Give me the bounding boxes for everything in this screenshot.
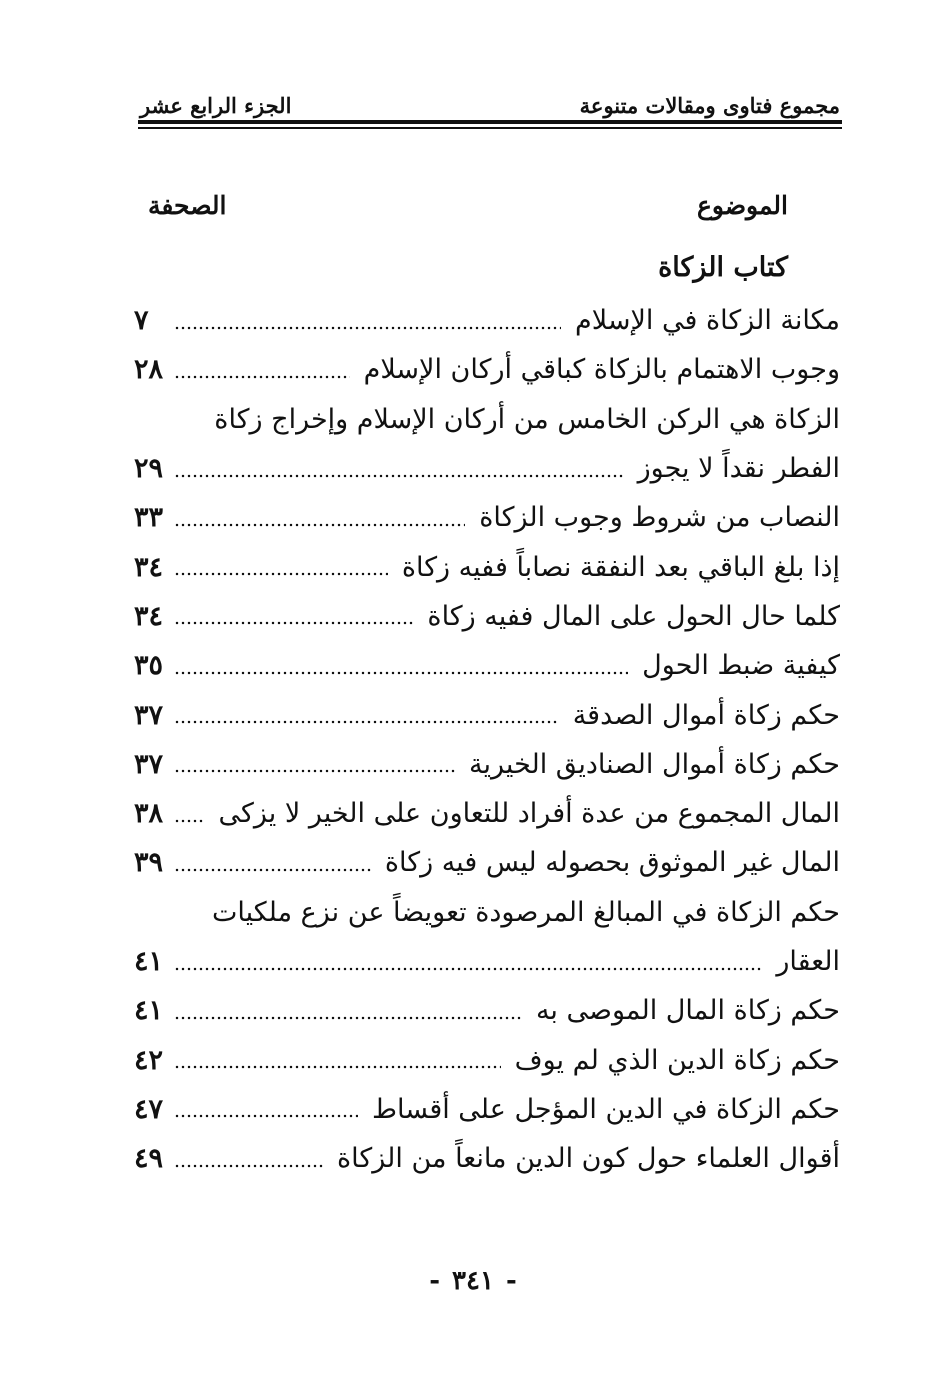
page-column-heading: الصحفة [148,191,227,220]
running-head [140,86,840,118]
toc-entry-text: حكم الزكاة في الدين المؤجل على أقساط [372,1093,840,1125]
dot-leader [174,522,465,528]
toc-entry-page: ٤٩ [134,1143,164,1175]
toc-entry [134,937,840,986]
toc-entry-page: ٢٩ [134,453,164,485]
dot-leader [174,966,762,972]
dot-leader [174,670,628,676]
dot-leader [174,620,413,626]
dot-leader [174,1015,522,1021]
column-headings [148,178,788,220]
toc-entry [134,986,840,1035]
toc-entry-text: حكم زكاة أموال الصدقة [572,699,840,731]
toc-entry-page: ٤٧ [134,1093,164,1125]
toc-entry-page: ٣٨ [134,798,164,830]
toc-entry-page: ٤٢ [134,1044,164,1076]
dot-leader [174,374,350,380]
folio-number: ٣٤١ [452,1266,494,1296]
toc-entry-page: ٣٣ [134,502,164,534]
toc-entry-page: ٣٧ [134,748,164,780]
toc-entry-text: كيفية ضبط الحول [642,650,840,682]
toc-entry [134,1085,840,1134]
page-number: -٣٤١- [429,1266,517,1296]
toc-entry [134,493,840,542]
toc-entry [134,345,840,394]
toc-entry [134,789,840,838]
toc-entry-text: إذا بلغ الباقي بعد النفقة نصاباً ففيه زكاة [401,551,840,583]
toc-entry-page: ٣٤ [134,551,164,583]
toc-entry [134,592,840,641]
toc-entry-page: ٤١ [134,995,164,1027]
toc-entry [134,888,840,937]
toc-entry-text: وجوب الاهتمام بالزكاة كباقي أركان الإسلام [363,354,840,386]
toc-entry-text: المال غير الموثوق بحصوله ليس فيه زكاة [384,847,840,879]
dot-leader [174,1113,358,1119]
dot-leader [174,325,561,331]
toc-entry-page: ٣٩ [134,847,164,879]
toc-entry-page: ٧ [134,305,149,337]
dot-leader [174,1163,323,1169]
toc-entry-text: مكانة الزكاة في الإسلام [575,305,840,337]
header-rule-thick [138,120,842,124]
toc-entry-text: حكم زكاة أموال الصناديق الخيرية [469,748,840,780]
toc-entry-text: حكم زكاة المال الموصى به [535,995,840,1027]
toc-entry [134,444,840,493]
toc-entry [134,641,840,690]
toc-entry-text: الزكاة هي الركن الخامس من أركان الإسلام وإخراج زكاة [214,403,840,435]
toc-entry [134,1035,840,1084]
toc-entry-text: النصاب من شروط وجوب الزكاة [479,502,840,534]
toc-entry [134,690,840,739]
volume-label: الجزء الرابع عشر [140,93,292,118]
dot-leader [174,719,559,725]
toc-entry [134,838,840,887]
topic-column-heading: الموضوع [697,191,788,220]
toc-entry-page: ٣٥ [134,650,164,682]
dot-leader [174,571,388,577]
toc-entry-page: ٣٧ [134,699,164,731]
toc-entry-text: حكم الزكاة في المبالغ المرصودة تعويضاً عن نزع ملكيات [211,896,840,928]
toc-entry-text: أقوال العلماء حول كون الدين مانعاً من الزكاة [337,1143,840,1175]
toc-entry-text: العقار [776,946,840,977]
toc-entry-page: ٢٨ [134,354,164,386]
toc-entry-page: ٣٤ [134,600,164,632]
toc-entry [134,740,840,789]
dot-leader [174,867,371,873]
header-rule-thin [138,127,842,129]
dot-leader [174,768,455,774]
toc-entry [134,296,840,345]
book-title: مجموع فتاوى ومقالات متنوعة [579,93,840,118]
dot-leader [174,818,205,824]
toc-entry-text: كلما حال الحول على المال ففيه زكاة [427,600,840,632]
dot-leader [174,1064,501,1070]
toc-entry [134,1134,840,1183]
section-title: كتاب الزكاة [658,252,788,283]
toc-entry-text: المال المجموع من عدة أفراد للتعاون على الخير لا يزكى [218,798,840,830]
toc-entry-text: حكم زكاة الدين الذي لم يوف [514,1044,840,1076]
toc-entry [134,542,840,591]
toc-entry [134,395,840,444]
dot-leader [174,473,624,479]
toc-entry-page: ٤١ [134,946,164,977]
toc-entry-text: الفطر نقداً لا يجوز [637,453,840,485]
table-of-contents [134,296,840,1183]
